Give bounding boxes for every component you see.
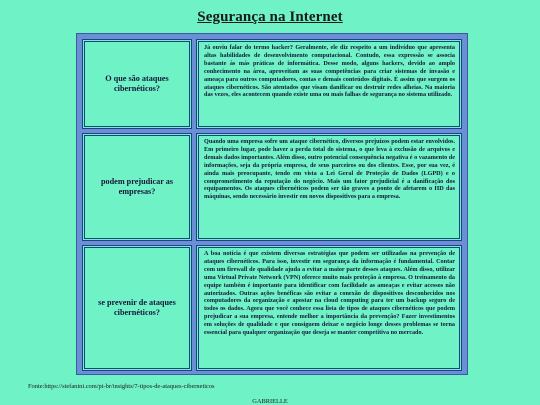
- answer-cell: Já ouviu falar do termo hacker? Geralmente, ele diz respeito a um indivíduo que apresenta altas habilidades de desenvolvimento computacional. Contudo, essa expressão se associa bastante às más práticas de informática. Desse modo, alguns hackers, devido ao amplo conhecimento na área, aproveitam as suas competências para criar sistemas de invasão e ameaça para outros computadores, contas e demais conteúdos digitais. É assim que surgem os ataques cibernéticos. São atentados que visam danificar ou destruir redes alheias. Na maioria das vezes, eles acontecem quando existe uma ou mais falhas de segurança no sistema utilizado.: [196, 39, 462, 129]
- question-cell: O que são ataques cibernéticos?: [82, 39, 192, 129]
- author-name: GABRIELLE: [252, 398, 288, 405]
- source-citation: Fonte:https://stefanini.com/pt-br/insights/7-tipos-de-ataques-ciberneticos: [28, 383, 215, 390]
- answer-cell: A boa notícia é que existem diversas estratégias que podem ser utilizadas na prevenção de ataques cibernéticos. Para isso, investir em segurança da informação é fundamental. Contar com um firewall de qualidade ajuda a evitar a maior parte desses ataques. Além disso, utilizar uma Virtual Private Network (VPN) oferece muito mais proteção à empresa. O treinamento da equipe também é importante para identificar com facilidade as ameaças e evitar acessos não autorizados. Outras ações benéficas são evitar a conexão de dispositivos desconhecidos nos computadores da organização e apostar na cloud computing para ter um backup seguro de todos os dados. Agora que você conhece essa lista de tipos de ataques cibernéticos que podem prejudicar a sua empresa, entende melhor a importância da prevenção? Fazer investimentos em soluções de qualidade e que consiguem deixar o negócio longe desses problemas se torna essencial para qualquer organização que deseja se manter competitiva no mercado.: [196, 245, 462, 371]
- question-cell: podem prejudicar as empresas?: [82, 133, 192, 241]
- answer-cell: Quando uma empresa sofre um ataque cibernético, diversos prejuízos podem estar envolvidos. Em primeiro lugar, pode haver a perda total do sistema, o que leva à exclusão de arquivos e demais dados importantes. Além disso, outro potencial consequência negativa é o vazamento de informações, seja da própria empresa, de seus parceiros ou dos clientes. Esse, por sua vez, é ainda mais preocupante, tendo em vista a Lei Geral de Proteção de Dados (LGPD) e o comprometimento da reputação do negócio. Mais um fator prejudicial é a danificação dos equipamentos. Os ataques cibernéticos podem ser tão graves a ponto de afetarem o HD das máquinas, sendo necessário investir em novos dispositivos para a empresa.: [196, 133, 462, 241]
- info-row: [82, 133, 462, 241]
- info-row: [82, 245, 462, 371]
- content-board: [76, 33, 468, 375]
- question-cell: se prevenir de ataques cibernéticos?: [82, 245, 192, 371]
- page-title: Segurança na Internet: [197, 9, 343, 25]
- info-row: [82, 39, 462, 129]
